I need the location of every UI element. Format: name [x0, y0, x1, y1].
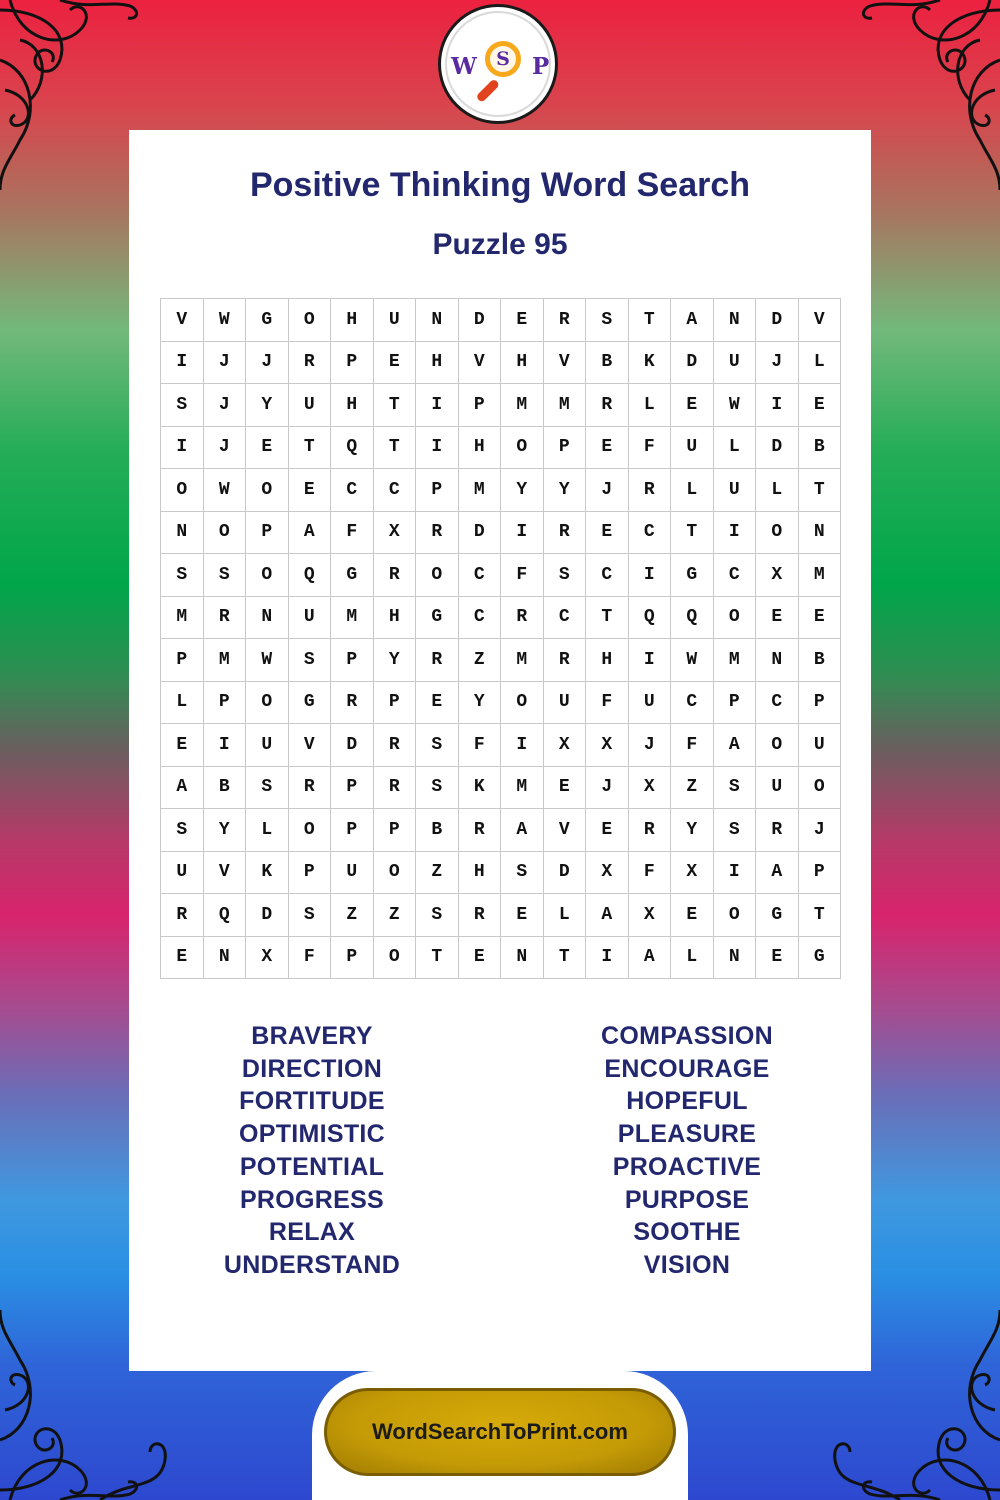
word-list-item: POTENTIAL: [239, 1152, 385, 1181]
grid-cell[interactable]: I: [161, 427, 204, 470]
grid-cell[interactable]: F: [289, 937, 332, 980]
grid-cell[interactable]: P: [246, 512, 289, 555]
logo-letter-p: P: [532, 53, 550, 80]
grid-cell[interactable]: L: [756, 469, 799, 512]
grid-cell[interactable]: T: [586, 597, 629, 640]
grid-cell[interactable]: X: [586, 724, 629, 767]
grid-cell[interactable]: Q: [671, 597, 714, 640]
grid-cell[interactable]: O: [714, 894, 757, 937]
word-list-item: DIRECTION: [241, 1054, 383, 1083]
grid-cell[interactable]: S: [416, 767, 459, 810]
word-list-item: SOOTHE: [633, 1218, 741, 1247]
grid-cell[interactable]: N: [416, 299, 459, 342]
word-list-item: PROGRESS: [239, 1185, 385, 1214]
grid-cell[interactable]: J: [756, 342, 799, 385]
grid-cell[interactable]: I: [161, 342, 204, 385]
grid-cell[interactable]: E: [416, 682, 459, 725]
grid-cell[interactable]: B: [799, 639, 842, 682]
grid-cell[interactable]: I: [501, 724, 544, 767]
grid-cell[interactable]: I: [629, 554, 672, 597]
grid-cell[interactable]: P: [331, 809, 374, 852]
grid-cell[interactable]: P: [204, 682, 247, 725]
grid-cell[interactable]: Y: [204, 809, 247, 852]
grid-cell[interactable]: F: [629, 852, 672, 895]
grid-cell[interactable]: J: [586, 469, 629, 512]
grid-cell[interactable]: T: [799, 894, 842, 937]
grid-cell[interactable]: O: [501, 682, 544, 725]
grid-cell[interactable]: Z: [331, 894, 374, 937]
grid-cell[interactable]: T: [629, 299, 672, 342]
word-list-item: FORTITUDE: [239, 1087, 385, 1116]
grid-cell[interactable]: O: [289, 299, 332, 342]
word-list-item: RELAX: [268, 1218, 356, 1247]
grid-cell[interactable]: R: [374, 724, 417, 767]
grid-cell[interactable]: C: [629, 512, 672, 555]
grid-cell[interactable]: D: [756, 299, 799, 342]
grid-cell[interactable]: J: [799, 809, 842, 852]
letter-grid: [160, 298, 841, 979]
grid-cell[interactable]: C: [374, 469, 417, 512]
grid-cell[interactable]: D: [331, 724, 374, 767]
grid-cell[interactable]: J: [586, 767, 629, 810]
grid-cell[interactable]: N: [714, 937, 757, 980]
word-list-item: PURPOSE: [624, 1185, 750, 1214]
grid-cell[interactable]: B: [799, 427, 842, 470]
grid-cell[interactable]: D: [459, 512, 502, 555]
grid-cell[interactable]: M: [204, 639, 247, 682]
grid-cell[interactable]: T: [374, 427, 417, 470]
grid-cell[interactable]: V: [544, 342, 587, 385]
grid-cell[interactable]: D: [459, 299, 502, 342]
grid-cell[interactable]: Z: [671, 767, 714, 810]
grid-cell[interactable]: D: [246, 894, 289, 937]
grid-cell[interactable]: O: [501, 427, 544, 470]
grid-cell[interactable]: U: [289, 597, 332, 640]
grid-cell[interactable]: M: [544, 384, 587, 427]
grid-cell[interactable]: H: [586, 639, 629, 682]
word-list-item: COMPASSION: [601, 1022, 773, 1050]
grid-cell[interactable]: W: [246, 639, 289, 682]
grid-cell[interactable]: K: [459, 767, 502, 810]
grid-cell[interactable]: R: [544, 512, 587, 555]
grid-cell[interactable]: P: [331, 639, 374, 682]
page-title: Positive Thinking Word Search: [249, 166, 751, 204]
grid-cell[interactable]: L: [629, 384, 672, 427]
grid-cell[interactable]: Y: [246, 384, 289, 427]
grid-cell[interactable]: P: [799, 682, 842, 725]
grid-cell[interactable]: E: [289, 469, 332, 512]
grid-cell[interactable]: U: [246, 724, 289, 767]
grid-cell[interactable]: G: [289, 682, 332, 725]
grid-cell[interactable]: M: [161, 597, 204, 640]
grid-cell[interactable]: J: [629, 724, 672, 767]
grid-cell[interactable]: P: [544, 427, 587, 470]
grid-cell[interactable]: P: [799, 852, 842, 895]
grid-cell[interactable]: O: [416, 554, 459, 597]
grid-cell[interactable]: X: [544, 724, 587, 767]
grid-cell[interactable]: L: [714, 427, 757, 470]
grid-cell[interactable]: R: [544, 299, 587, 342]
grid-cell[interactable]: O: [161, 469, 204, 512]
grid-cell[interactable]: R: [416, 512, 459, 555]
grid-cell[interactable]: S: [501, 852, 544, 895]
grid-cell[interactable]: E: [799, 597, 842, 640]
grid-cell[interactable]: U: [756, 767, 799, 810]
grid-cell[interactable]: A: [289, 512, 332, 555]
grid-cell[interactable]: U: [799, 724, 842, 767]
grid-cell[interactable]: S: [714, 809, 757, 852]
grid-cell[interactable]: R: [459, 894, 502, 937]
grid-cell[interactable]: S: [416, 894, 459, 937]
grid-cell[interactable]: G: [756, 894, 799, 937]
word-list-item: HOPEFUL: [626, 1087, 748, 1116]
grid-cell[interactable]: C: [331, 469, 374, 512]
grid-cell[interactable]: C: [756, 682, 799, 725]
grid-cell[interactable]: R: [161, 894, 204, 937]
grid-cell[interactable]: S: [161, 809, 204, 852]
grid-cell[interactable]: I: [416, 384, 459, 427]
grid-cell[interactable]: E: [671, 894, 714, 937]
grid-cell[interactable]: R: [289, 342, 332, 385]
grid-cell[interactable]: A: [671, 299, 714, 342]
grid-cell[interactable]: G: [331, 554, 374, 597]
grid-cell[interactable]: M: [331, 597, 374, 640]
grid-cell[interactable]: P: [161, 639, 204, 682]
grid-cell[interactable]: F: [331, 512, 374, 555]
grid-cell[interactable]: G: [416, 597, 459, 640]
grid-cell[interactable]: L: [671, 937, 714, 980]
grid-cell[interactable]: C: [586, 554, 629, 597]
grid-cell[interactable]: W: [204, 299, 247, 342]
grid-cell[interactable]: P: [714, 682, 757, 725]
grid-cell[interactable]: N: [756, 639, 799, 682]
grid-cell[interactable]: W: [671, 639, 714, 682]
grid-cell[interactable]: X: [671, 852, 714, 895]
grid-cell[interactable]: J: [246, 342, 289, 385]
grid-cell[interactable]: G: [671, 554, 714, 597]
grid-cell[interactable]: H: [331, 299, 374, 342]
grid-cell[interactable]: I: [501, 512, 544, 555]
grid-cell[interactable]: M: [501, 767, 544, 810]
grid-cell[interactable]: R: [374, 554, 417, 597]
grid-cell[interactable]: J: [204, 342, 247, 385]
grid-cell[interactable]: U: [671, 427, 714, 470]
grid-cell[interactable]: F: [629, 427, 672, 470]
grid-cell[interactable]: U: [714, 342, 757, 385]
grid-cell[interactable]: M: [501, 639, 544, 682]
grid-cell[interactable]: I: [586, 937, 629, 980]
website-link-button[interactable]: WordSearchToPrint.com: [324, 1388, 676, 1476]
grid-cell[interactable]: R: [544, 639, 587, 682]
grid-cell[interactable]: Y: [501, 469, 544, 512]
grid-cell[interactable]: S: [416, 724, 459, 767]
grid-cell[interactable]: W: [714, 384, 757, 427]
grid-cell[interactable]: S: [289, 639, 332, 682]
grid-cell[interactable]: Q: [629, 597, 672, 640]
grid-cell[interactable]: B: [416, 809, 459, 852]
grid-cell[interactable]: R: [374, 767, 417, 810]
grid-cell[interactable]: S: [544, 554, 587, 597]
grid-cell[interactable]: N: [161, 512, 204, 555]
word-list-item: PROACTIVE: [612, 1152, 762, 1181]
grid-cell[interactable]: O: [714, 597, 757, 640]
word-list-item: PLEASURE: [617, 1120, 757, 1149]
grid-cell[interactable]: D: [756, 427, 799, 470]
grid-cell[interactable]: L: [799, 342, 842, 385]
grid-cell[interactable]: T: [374, 384, 417, 427]
grid-cell[interactable]: Z: [459, 639, 502, 682]
grid-cell[interactable]: R: [331, 682, 374, 725]
word-list-right: [517, 1020, 857, 1282]
grid-cell[interactable]: Y: [671, 809, 714, 852]
grid-cell[interactable]: O: [246, 554, 289, 597]
grid-cell[interactable]: O: [756, 724, 799, 767]
grid-cell[interactable]: T: [544, 937, 587, 980]
grid-cell[interactable]: M: [459, 469, 502, 512]
grid-cell[interactable]: O: [246, 682, 289, 725]
grid-cell[interactable]: R: [629, 469, 672, 512]
grid-cell[interactable]: R: [756, 809, 799, 852]
grid-cell[interactable]: E: [586, 512, 629, 555]
grid-cell[interactable]: U: [629, 682, 672, 725]
grid-cell[interactable]: I: [204, 724, 247, 767]
grid-cell[interactable]: V: [459, 342, 502, 385]
grid-cell[interactable]: H: [459, 852, 502, 895]
grid-cell[interactable]: V: [289, 724, 332, 767]
grid-cell[interactable]: S: [161, 554, 204, 597]
grid-cell[interactable]: E: [799, 384, 842, 427]
grid-cell[interactable]: Q: [204, 894, 247, 937]
grid-cell[interactable]: E: [756, 597, 799, 640]
grid-cell[interactable]: A: [586, 894, 629, 937]
grid-cell[interactable]: P: [331, 937, 374, 980]
grid-cell[interactable]: C: [544, 597, 587, 640]
grid-cell[interactable]: Z: [416, 852, 459, 895]
word-list-item: OPTIMISTIC: [238, 1120, 386, 1149]
grid-cell[interactable]: L: [544, 894, 587, 937]
grid-cell[interactable]: J: [204, 384, 247, 427]
grid-cell[interactable]: V: [204, 852, 247, 895]
puzzle-number: Puzzle 95: [432, 228, 568, 261]
grid-cell[interactable]: E: [671, 384, 714, 427]
grid-cell[interactable]: R: [416, 639, 459, 682]
grid-cell[interactable]: O: [246, 469, 289, 512]
grid-cell[interactable]: S: [714, 767, 757, 810]
grid-cell[interactable]: N: [799, 512, 842, 555]
grid-cell[interactable]: R: [289, 767, 332, 810]
grid-cell[interactable]: H: [501, 342, 544, 385]
grid-cell[interactable]: Y: [544, 469, 587, 512]
grid-cell[interactable]: X: [629, 894, 672, 937]
grid-cell[interactable]: R: [629, 809, 672, 852]
grid-cell[interactable]: L: [246, 809, 289, 852]
grid-cell[interactable]: H: [416, 342, 459, 385]
grid-cell[interactable]: X: [246, 937, 289, 980]
grid-cell[interactable]: O: [204, 512, 247, 555]
grid-cell[interactable]: M: [714, 639, 757, 682]
grid-cell[interactable]: E: [161, 724, 204, 767]
grid-cell[interactable]: R: [204, 597, 247, 640]
grid-cell[interactable]: I: [756, 384, 799, 427]
grid-cell[interactable]: E: [586, 809, 629, 852]
grid-cell[interactable]: K: [246, 852, 289, 895]
grid-cell[interactable]: I: [714, 512, 757, 555]
grid-cell[interactable]: A: [714, 724, 757, 767]
grid-cell[interactable]: O: [374, 937, 417, 980]
grid-cell[interactable]: E: [586, 427, 629, 470]
grid-cell[interactable]: U: [374, 299, 417, 342]
grid-cell[interactable]: D: [544, 852, 587, 895]
word-list-item: ENCOURAGE: [604, 1054, 770, 1083]
grid-cell[interactable]: G: [246, 299, 289, 342]
grid-cell[interactable]: X: [586, 852, 629, 895]
grid-cell[interactable]: N: [714, 299, 757, 342]
grid-cell[interactable]: A: [501, 809, 544, 852]
grid-cell[interactable]: M: [501, 384, 544, 427]
grid-cell[interactable]: C: [459, 554, 502, 597]
grid-cell[interactable]: C: [459, 597, 502, 640]
grid-cell[interactable]: G: [799, 937, 842, 980]
grid-cell[interactable]: X: [756, 554, 799, 597]
grid-cell[interactable]: I: [416, 427, 459, 470]
grid-cell[interactable]: L: [161, 682, 204, 725]
grid-cell[interactable]: Y: [374, 639, 417, 682]
grid-cell[interactable]: T: [289, 427, 332, 470]
grid-cell[interactable]: N: [204, 937, 247, 980]
grid-cell[interactable]: Y: [459, 682, 502, 725]
grid-cell[interactable]: E: [501, 894, 544, 937]
grid-cell[interactable]: U: [161, 852, 204, 895]
grid-cell[interactable]: R: [586, 384, 629, 427]
grid-cell[interactable]: W: [204, 469, 247, 512]
grid-cell[interactable]: O: [374, 852, 417, 895]
word-list-item: VISION: [643, 1250, 731, 1279]
grid-cell[interactable]: S: [161, 384, 204, 427]
logo-letter-w: W: [451, 53, 477, 80]
word-list-item: BRAVERY: [251, 1022, 373, 1050]
grid-cell[interactable]: U: [289, 384, 332, 427]
grid-cell[interactable]: N: [501, 937, 544, 980]
magnifier-icon: [485, 41, 521, 77]
grid-cell[interactable]: U: [544, 682, 587, 725]
grid-cell[interactable]: V: [544, 809, 587, 852]
grid-cell[interactable]: S: [204, 554, 247, 597]
grid-cell[interactable]: R: [501, 597, 544, 640]
grid-cell[interactable]: R: [459, 809, 502, 852]
grid-cell[interactable]: M: [799, 554, 842, 597]
wsp-logo: [438, 4, 558, 124]
grid-cell[interactable]: H: [331, 384, 374, 427]
grid-cell[interactable]: A: [756, 852, 799, 895]
grid-cell[interactable]: P: [331, 342, 374, 385]
grid-cell[interactable]: E: [374, 342, 417, 385]
grid-cell[interactable]: T: [671, 512, 714, 555]
word-list-left: [142, 1020, 482, 1282]
grid-cell[interactable]: E: [246, 427, 289, 470]
grid-cell[interactable]: N: [246, 597, 289, 640]
word-list-item: UNDERSTAND: [223, 1250, 401, 1279]
grid-cell[interactable]: S: [289, 894, 332, 937]
grid-cell[interactable]: C: [671, 682, 714, 725]
grid-cell[interactable]: S: [586, 299, 629, 342]
grid-cell[interactable]: A: [629, 937, 672, 980]
grid-cell[interactable]: O: [756, 512, 799, 555]
grid-cell[interactable]: A: [161, 767, 204, 810]
grid-cell[interactable]: E: [459, 937, 502, 980]
grid-cell[interactable]: E: [756, 937, 799, 980]
grid-cell[interactable]: P: [459, 384, 502, 427]
grid-cell[interactable]: F: [501, 554, 544, 597]
grid-cell[interactable]: U: [331, 852, 374, 895]
grid-cell[interactable]: X: [374, 512, 417, 555]
grid-cell[interactable]: O: [799, 767, 842, 810]
grid-cell[interactable]: F: [459, 724, 502, 767]
grid-cell[interactable]: D: [671, 342, 714, 385]
grid-cell[interactable]: I: [629, 639, 672, 682]
grid-cell[interactable]: I: [714, 852, 757, 895]
grid-cell[interactable]: E: [161, 937, 204, 980]
grid-cell[interactable]: Z: [374, 894, 417, 937]
grid-cell[interactable]: L: [671, 469, 714, 512]
grid-cell[interactable]: O: [289, 809, 332, 852]
logo-letter-s: S: [496, 48, 510, 70]
grid-cell[interactable]: F: [586, 682, 629, 725]
grid-cell[interactable]: K: [629, 342, 672, 385]
grid-cell[interactable]: E: [544, 767, 587, 810]
grid-cell[interactable]: U: [714, 469, 757, 512]
grid-cell[interactable]: P: [331, 767, 374, 810]
grid-cell[interactable]: P: [289, 852, 332, 895]
puzzle-card: [129, 130, 871, 1371]
grid-cell[interactable]: P: [374, 809, 417, 852]
grid-cell[interactable]: H: [374, 597, 417, 640]
grid-cell[interactable]: P: [416, 469, 459, 512]
grid-cell[interactable]: B: [586, 342, 629, 385]
grid-cell[interactable]: X: [629, 767, 672, 810]
grid-cell[interactable]: P: [374, 682, 417, 725]
grid-cell[interactable]: F: [671, 724, 714, 767]
grid-cell[interactable]: J: [204, 427, 247, 470]
grid-cell[interactable]: B: [204, 767, 247, 810]
grid-cell[interactable]: V: [161, 299, 204, 342]
grid-cell[interactable]: E: [501, 299, 544, 342]
grid-cell[interactable]: S: [246, 767, 289, 810]
grid-cell[interactable]: V: [799, 299, 842, 342]
grid-cell[interactable]: T: [799, 469, 842, 512]
grid-cell[interactable]: Q: [289, 554, 332, 597]
grid-cell[interactable]: H: [459, 427, 502, 470]
grid-cell[interactable]: C: [714, 554, 757, 597]
grid-cell[interactable]: Q: [331, 427, 374, 470]
grid-cell[interactable]: T: [416, 937, 459, 980]
